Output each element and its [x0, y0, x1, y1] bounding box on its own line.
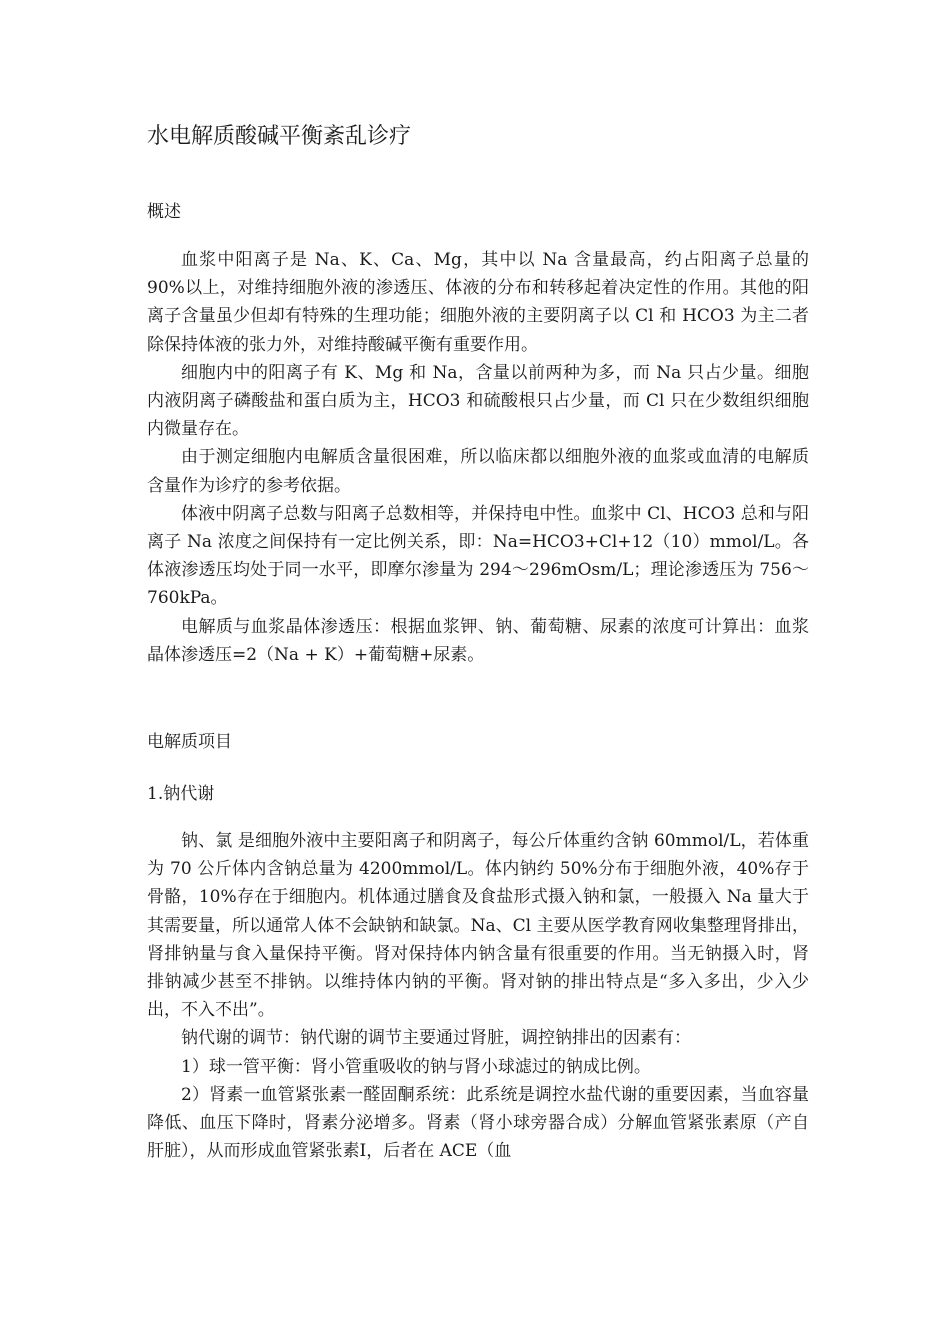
overview-section — [147, 246, 809, 669]
sodium-section — [147, 827, 809, 1165]
paragraph-intracellular-ions: 细胞内中的阳离子有 K、Mg 和 Na，含量以前两种为多，而 Na 只占少量。细胞内液阴离子磷酸盐和蛋白质为主，HCO3 和硫酸根只占少量，而 Cl 只在少数组织细胞内微量存在。 — [147, 362, 809, 440]
electrolyte-items-heading: 电解质项目 — [147, 732, 232, 752]
paragraph-osmotic-pressure: 电解质与血浆晶体渗透压：根据血浆钾、钠、葡萄糖、尿素的浓度可计算出：血浆晶体渗透压=2（Na + K）+葡萄糖+尿素。 — [147, 616, 809, 665]
paragraph-glomerulotubular-balance: 1）球一管平衡：肾小管重吸收的钠与肾小球滤过的钠成比例。 — [181, 1056, 651, 1077]
overview-heading: 概述 — [147, 202, 181, 222]
paragraph-plasma-cations: 血浆中阳离子是 Na、K、Ca、Mg，其中以 Na 含量最高，约占阳离子总量的 90%以上，对维持细胞外液的渗透压、体液的分布和转移起着决定性的作用。其他的阳离子含量虽少但却有特殊的生理功能；细胞外液的主要阴离子以 Cl 和 HCO3 为主二者除保持体液的张力外，对维持酸碱平衡有重要作用。 — [147, 250, 809, 355]
paragraph-clinical-measurement: 由于测定细胞内电解质含量很困难，所以临床都以细胞外液的血浆或血清的电解质含量作为诊疗的参考依据。 — [147, 447, 809, 496]
document-title: 水电解质酸碱平衡紊乱诊疗 — [147, 124, 412, 149]
paragraph-electroneutrality: 体液中阴离子总数与阳离子总数相等，并保持电中性。血浆中 Cl、HCO3 总和与阳离子 Na 浓度之间保持有一定比例关系，即：Na=HCO3+Cl+12（10）mmol/L。各体液渗透压均处于同一水平，即摩尔渗量为 294～296mOsm/L；理论渗透压为 756～760kPa。 — [147, 503, 809, 609]
paragraph-sodium-regulation: 钠代谢的调节：钠代谢的调节主要通过肾脏，调控钠排出的因素有： — [181, 1028, 691, 1049]
paragraph-renin-angiotensin: 2）肾素一血管紧张素一醛固酮系统：此系统是调控水盐代谢的重要因素，当血容量降低、血压下降时，肾素分泌增多。肾素（肾小球旁器合成）分解血管紧张素原（产自肝脏），从而形成血管紧张素Ⅰ，后者在 ACE（血 — [147, 1084, 809, 1162]
paragraph-sodium-chloride: 钠、氯 是细胞外液中主要阳离子和阴离子，每公斤体重约含钠 60mmol/L，若体重为 70 公斤体内含钠总量为 4200mmol/L。体内钠约 50%分布于细胞外液，40%存于骨骼，10%存在于细胞内。机体通过膳食及食盐形式摄入钠和氯，一般摄入 Na 量大于其需要量，所以通常人体不会缺钠和缺氯。Na、Cl 主要从医学教育网收集整理肾排出，肾排钠量与食入量保持平衡。肾对保持体内钠含量有很重要的作用。当无钠摄入时，肾排钠减少甚至不排钠。以维持体内钠的平衡。肾对钠的排出特点是“多入多出，少入少出，不入不出”。 — [147, 831, 809, 1021]
sodium-metabolism-heading: 1.钠代谢 — [147, 784, 215, 804]
